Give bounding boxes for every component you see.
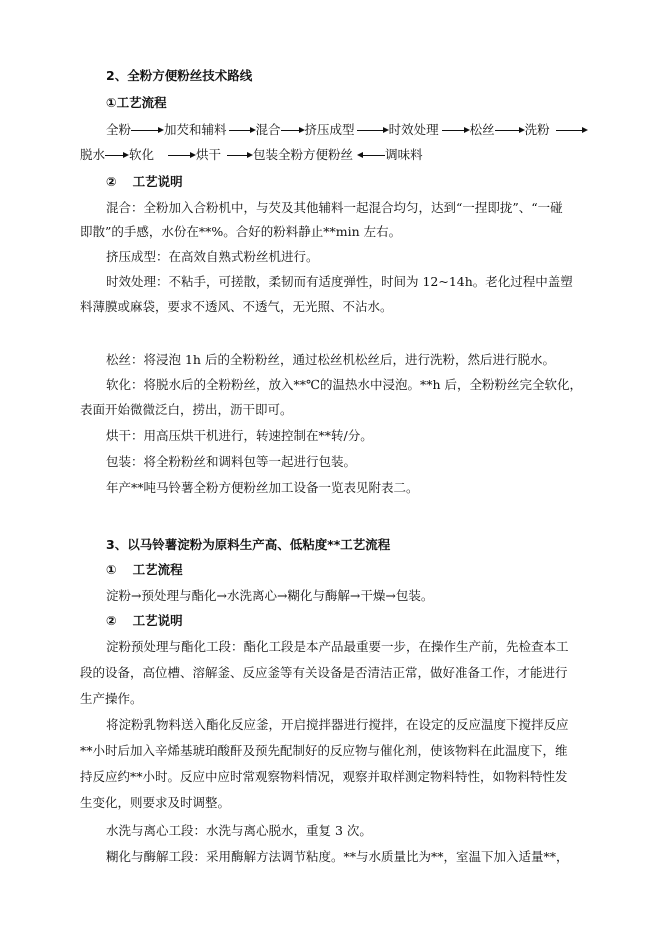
flow-step: 洗粉: [524, 122, 550, 137]
paragraph-annual: 年产**吨马铃薯全粉方便粉丝加工设备一览表见附表二。: [106, 480, 419, 495]
arrow-right-icon: [168, 147, 196, 163]
flow-step: 脱水: [80, 147, 106, 162]
arrow-right-icon: [495, 122, 525, 138]
arrow-right-icon: [281, 122, 305, 138]
flow-step: 调味料: [385, 147, 423, 162]
process-flow-subheading-2: [106, 562, 183, 578]
subheading-label: 工艺说明: [132, 174, 183, 189]
arrow-right-icon: [227, 147, 253, 163]
flow-step: 挤压成型: [304, 122, 355, 137]
arrow-right-icon: [131, 122, 164, 138]
process-flow-subheading: ①工艺流程: [106, 95, 167, 110]
section3-heading: 3、以马铃薯淀粉为原料生产高、低粘度**工艺流程: [106, 537, 391, 552]
section2-heading: 2、全粉方便粉丝技术路线: [106, 68, 253, 83]
paragraph-wash: 水洗与离心工段：水洗与离心脱水，重复 3 次。: [106, 823, 372, 838]
flow-step: 松丝: [469, 122, 495, 137]
paragraph-esterify-line-3: 生产操作。: [80, 691, 143, 706]
flow-step: 混合: [255, 122, 281, 137]
arrow-left-icon: [357, 147, 385, 163]
paragraph-esterify-line-1: 淀粉预处理与酯化工段：酯化工段是本产品最重要一步，在操作生产前，先检查本工: [106, 639, 569, 654]
circled-number: ②: [106, 613, 117, 628]
paragraph-extrude: 挤压成型：在高效自熟式粉丝机进行。: [106, 249, 319, 264]
process-flow-row-1: [106, 122, 588, 138]
process-explanation-subheading-2: [106, 613, 183, 629]
paragraph-aging-line-1: 时效处理：不粘手，可搓散，柔韧而有适度弹性，时间为 12~14h。老化过程中盖塑: [106, 274, 573, 289]
flow-step: 全粉: [106, 122, 132, 137]
paragraph-pack: 包装：将全粉粉丝和调料包等一起进行包装。: [106, 454, 357, 469]
paragraph-dry: 烘干：用高压烘干机进行，转速控制在**转/分。: [106, 428, 373, 443]
paragraph-esterify-line-2: 段的设备，高位槽、溶解釜、反应釜等有关设备是否清洁正常，做好准备工作，才能进行: [80, 665, 568, 680]
paragraph-soften-line-1: 软化：将脱水后的全粉粉丝，放入**℃的温热水中浸泡。**h 后，全粉粉丝完全软化，: [106, 377, 583, 392]
arrow-right-icon: [105, 147, 129, 163]
flow-step: 时效处理: [388, 122, 439, 137]
process-flow-text: 淀粉→预处理与酯化→水洗离心→糊化与酶解→干燥→包装。: [106, 588, 434, 603]
paragraph-loosen: 松丝：将浸泡 1h 后的全粉粉丝，通过松丝机松丝后，进行洗粉，然后进行脱水。: [106, 352, 555, 367]
flow-step: 烘干: [196, 147, 222, 162]
paragraph-gelatinize: 糊化与酶解工段：采用酶解方法调节粘度。**与水质量比为**，室温下加入适量**，: [106, 849, 569, 864]
flow-step: 加芡和辅料: [164, 122, 227, 137]
paragraph-reaction-line-3: 持反应约**小时。反应中应时常观察物料情况，观察并取样测定物料特性，如物料特性发: [80, 769, 568, 784]
subheading-label: 工艺流程: [132, 562, 183, 577]
paragraph-aging-line-2: 料薄膜或麻袋，要求不透风、不透气，无光照、不沾水。: [80, 299, 393, 314]
paragraph-reaction-line-1: 将淀粉乳物料送入酯化反应釜，开启搅拌器进行搅拌，在设定的反应温度下搅拌反应: [106, 717, 569, 732]
process-explanation-subheading: [106, 174, 183, 190]
arrow-right-icon: [442, 122, 470, 138]
paragraph-mix-line-2: 即散”的手感，水份在**%。合好的粉料静止**min 左右。: [80, 224, 402, 239]
circled-number: ①: [106, 562, 117, 577]
flow-step: 软化: [129, 147, 155, 162]
subheading-label: 工艺说明: [132, 613, 183, 628]
circled-number: ②: [106, 174, 117, 189]
arrow-right-icon: [556, 122, 588, 138]
paragraph-soften-line-2: 表面开始微微泛白，捞出，沥干即可。: [80, 402, 293, 417]
paragraph-mix-line-1: 混合：全粉加入合粉机中，与芡及其他辅料一起混合均匀，达到“一捏即拢”、“一碰: [106, 200, 563, 215]
paragraph-reaction-line-2: **小时后加入辛烯基琥珀酸酐及预先配制好的反应物与催化剂，使该物料在此温度下，维: [80, 743, 568, 758]
paragraph-reaction-line-4: 生变化，则要求及时调整。: [80, 795, 231, 810]
arrow-right-icon: [357, 122, 389, 138]
arrow-right-icon: [229, 122, 256, 138]
flow-step: 包装全粉方便粉丝: [253, 147, 354, 162]
process-flow-row-2: [80, 147, 423, 163]
